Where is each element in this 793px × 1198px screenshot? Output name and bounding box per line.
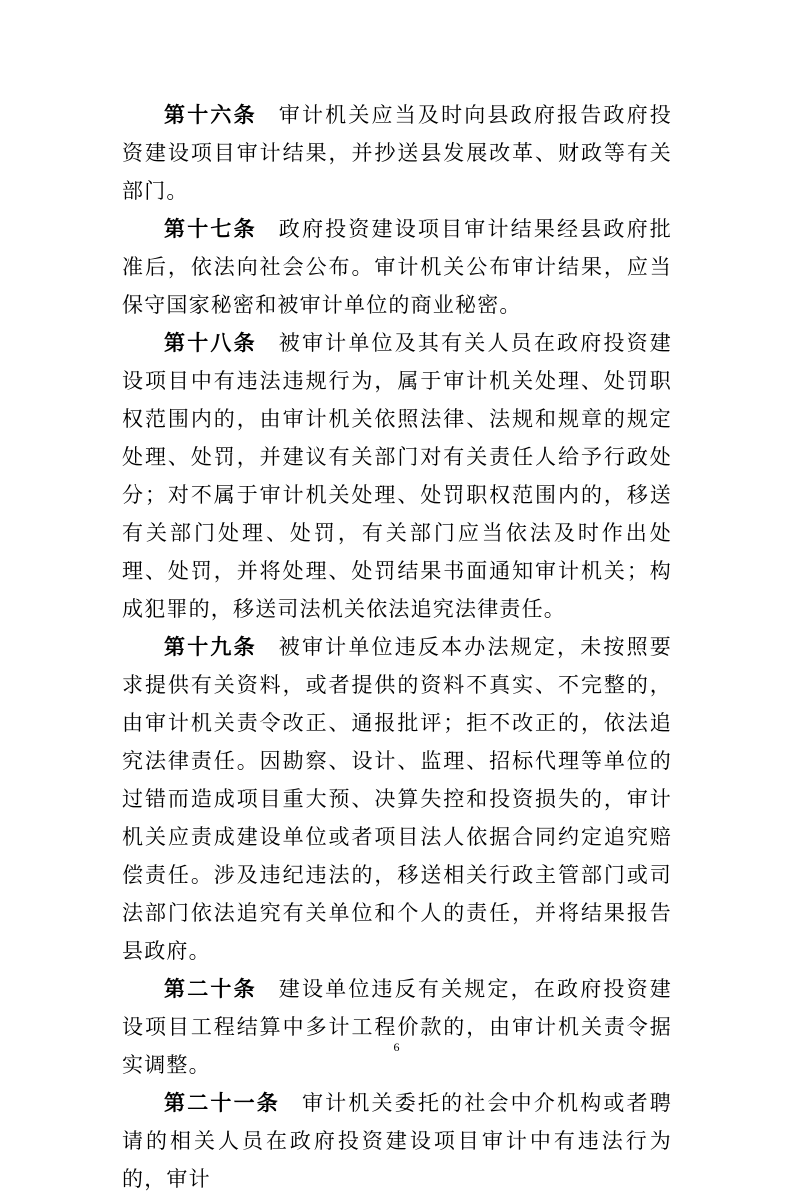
article-number: 第十六条 [164,103,257,127]
article-text: 政府投资建设项目审计结果经县政府批准后，依法向社会公布。审计机关公布审计结果，应当保守国家秘密和被审计单位的商业秘密。 [122,217,672,317]
article-text: 被审计单位违反本办法规定，未按照要求提供有关资料，或者提供的资料不真实、不完整的，由审计机关责令改正、通报批评；拒不改正的，依法追究法律责任。因勘察、设计、监理、招标代理等单位的过错而造成项目重大预、决算失控和投资损失的，审计机关应责成建设单位或者项目法人依据合同约定追究赔偿责任。涉及违纪违法的，移送相关行政主管部门或司法部门依法追究有关单位和个人的责任，并将结果报告县政府。 [122,635,672,963]
article-text: 建设单位违反有关规定，在政府投资建设项目工程结算中多计工程价款的，由审计机关责令据实调整。 [122,977,672,1077]
article-text: 审计机关应当及时向县政府报告政府投资建设项目审计结果，并抄送县发展改革、财政等有关部门。 [122,103,672,203]
article-21 [122,1084,672,1198]
article-number: 第二十一条 [164,1091,280,1115]
article-17 [122,210,672,324]
article-number: 第十八条 [164,331,257,355]
article-20 [122,970,672,1084]
article-18 [122,324,672,628]
article-19 [122,628,672,970]
article-text: 被审计单位及其有关人员在政府投资建设项目中有违法违规行为，属于审计机关处理、处罚职权范围内的，由审计机关依照法律、法规和规章的规定处理、处罚，并建议有关部门对有关责任人给予行政处分；对不属于审计机关处理、处罚职权范围内的，移送有关部门处理、处罚，有关部门应当依法及时作出处理、处罚，并将处理、处罚结果书面通知审计机关；构成犯罪的，移送司法机关依法追究法律责任。 [122,331,672,621]
article-number: 第十九条 [164,635,257,659]
article-number: 第十七条 [164,217,257,241]
article-16 [122,96,672,210]
document-body [122,96,672,1198]
page-number: 6 [393,1040,400,1054]
article-text: 审计机关委托的社会中介机构或者聘请的相关人员在政府投资建设项目审计中有违法行为的，审计 [122,1091,672,1191]
article-number: 第二十条 [164,977,257,1001]
